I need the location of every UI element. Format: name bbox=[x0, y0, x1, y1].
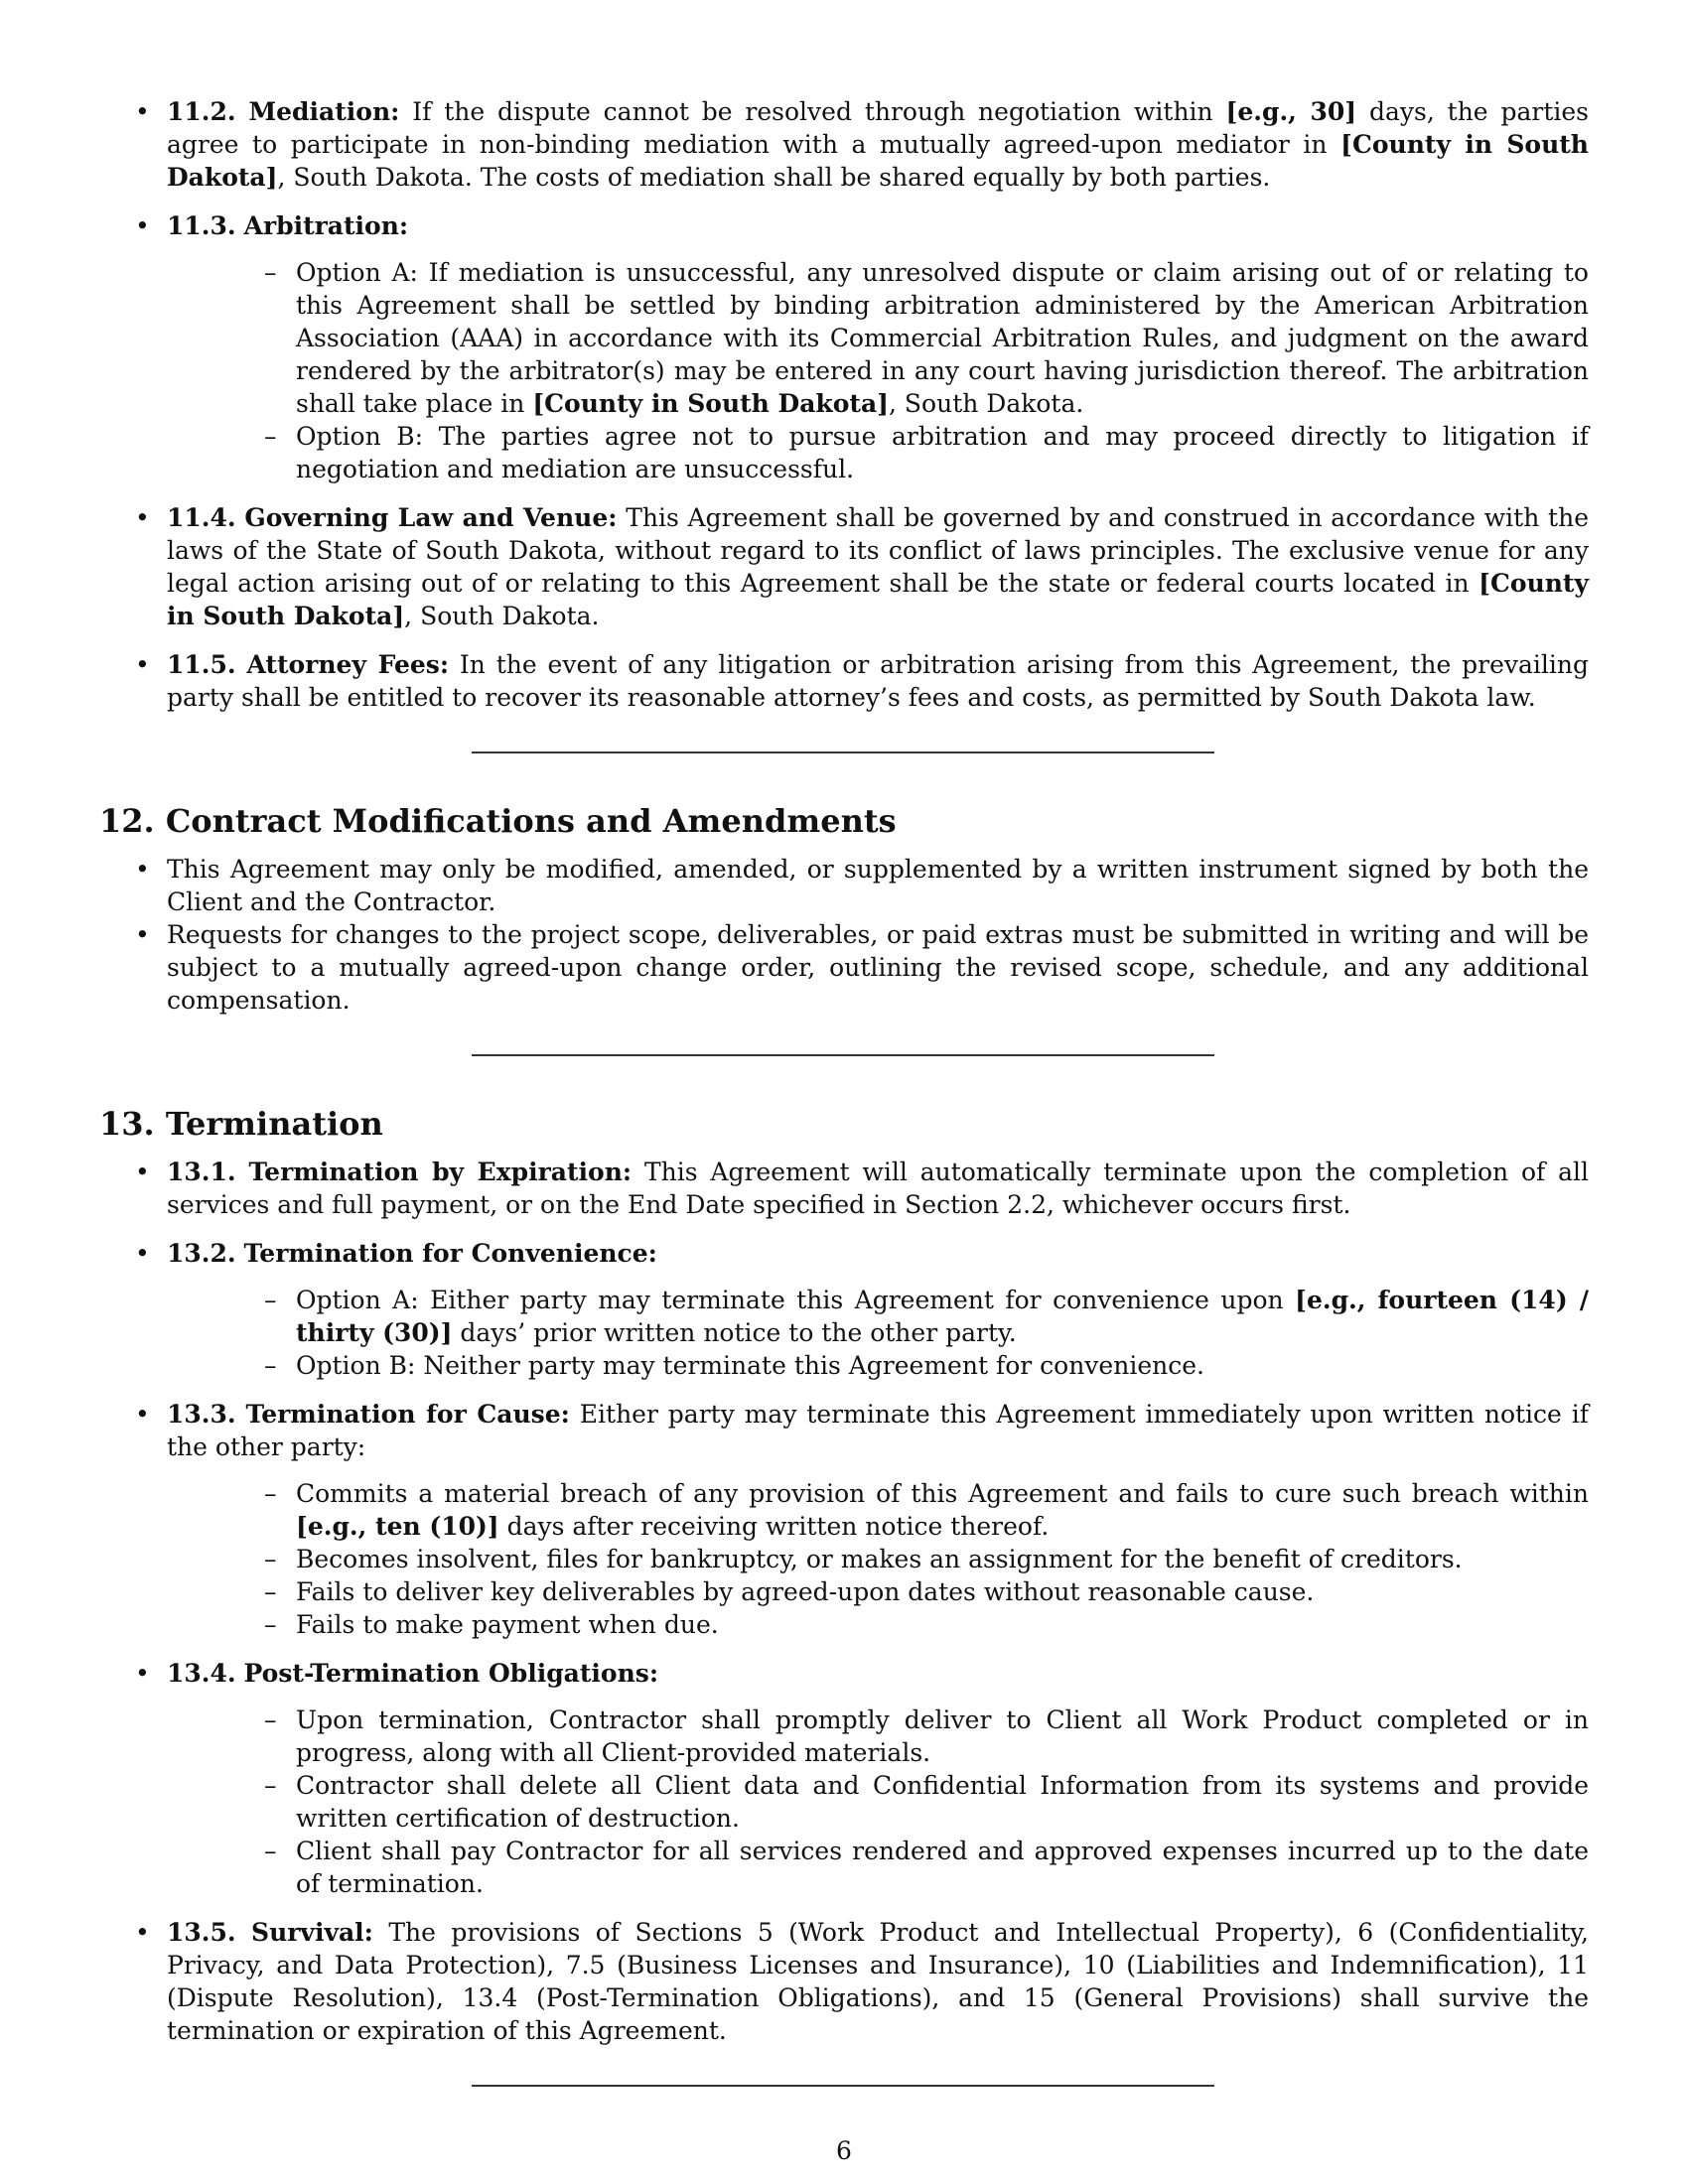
clause-number: 11.5. bbox=[167, 650, 236, 679]
sub-item: – Fails to deliver key deliverables by agreed-upon dates without reasonable cause. bbox=[167, 1575, 1589, 1608]
sub-item: – Contractor shall delete all Client data and Confidential Information from its systems and provide written certification of destruction. bbox=[167, 1769, 1589, 1835]
section-divider bbox=[472, 751, 1214, 753]
clause-text: , South Dakota. bbox=[404, 602, 600, 630]
sub-item-text: Commits a material breach of any provision of this Agreement and fails to cure such breach within bbox=[296, 1479, 1589, 1508]
placeholder-text: [e.g., ten (10)] bbox=[296, 1512, 499, 1541]
clause-heading: Post-Termination Obligations: bbox=[243, 1659, 659, 1688]
clause-13-4 bbox=[99, 1657, 1589, 1900]
sub-item bbox=[167, 1477, 1589, 1543]
placeholder-text: [County in South Dakota] bbox=[532, 389, 890, 418]
clause-13-2 bbox=[99, 1237, 1589, 1382]
sub-item-text: days’ prior written notice to the other party. bbox=[452, 1318, 1017, 1347]
sub-list bbox=[167, 1477, 1589, 1641]
sub-list bbox=[167, 1704, 1589, 1900]
section-divider bbox=[472, 1054, 1214, 1056]
clause-heading: Arbitration: bbox=[243, 211, 409, 240]
clause-heading: Governing Law and Venue: bbox=[244, 503, 618, 532]
section-heading-12: 12. Contract Modifications and Amendments bbox=[99, 802, 897, 840]
clause-number: 11.3. bbox=[167, 211, 236, 240]
clause-number: 13.5. bbox=[167, 1918, 236, 1947]
section-12-list bbox=[99, 853, 1589, 1017]
clause-text: This Agreement will automatically terminate upon the completion of all services and full payment, or on the End Date specified in Section 2.2, whichever occurs first. bbox=[167, 1158, 1589, 1219]
sub-item-text: Option A: Either party may terminate this Agreement for convenience upon bbox=[296, 1286, 1296, 1314]
sub-item-option-a bbox=[167, 1284, 1589, 1349]
clause-11-3 bbox=[99, 209, 1589, 485]
sub-item-text: days after receiving written notice thereof. bbox=[498, 1512, 1050, 1541]
placeholder-text: [e.g., fourteen (14) / thirty (30)] bbox=[296, 1286, 1590, 1347]
clause-13-1 bbox=[99, 1156, 1589, 1221]
clause-heading: Survival: bbox=[251, 1918, 373, 1947]
clause-text: In the event of any litigation or arbitration arising from this Agreement, the prevailing party shall be entitled to recover its reasonable attorney’s fees and costs, as permitted by South Dakota law. bbox=[167, 650, 1589, 712]
section-13-list bbox=[99, 1156, 1589, 2047]
clause-number: 13.2. bbox=[167, 1239, 236, 1268]
sub-item-text: Option A: If mediation is unsuccessful, any unresolved dispute or claim arising out of or relating to this Agreement shall be settled by binding arbitration administered by the American Arbitration Association (AAA) in accordance with its Commercial Arbitration Rules, and judgment on the award rendered by the arbitrator(s) may be entered in any court having jurisdiction thereof. The arbitration shall take place in bbox=[296, 258, 1589, 418]
clause-number: 11.2. bbox=[167, 97, 236, 126]
sub-item: – Fails to make payment when due. bbox=[167, 1608, 1589, 1641]
clause-number: 13.1. bbox=[167, 1158, 236, 1186]
sub-item-option-b: – Option B: Neither party may terminate this Agreement for convenience. bbox=[167, 1349, 1589, 1382]
placeholder-text: [e.g., 30] bbox=[1225, 97, 1357, 126]
sub-list bbox=[167, 256, 1589, 485]
placeholder-text: [County in South Dakota] bbox=[167, 130, 1589, 192]
clause-11-5 bbox=[99, 648, 1589, 714]
clause-text: Either party may terminate this Agreement immediately upon written notice if the other party: bbox=[167, 1400, 1589, 1461]
clause-11-2 bbox=[99, 95, 1589, 194]
clause-heading: Mediation: bbox=[248, 97, 400, 126]
clause-heading: Attorney Fees: bbox=[246, 650, 450, 679]
list-item: • This Agreement may only be modified, amended, or supplemented by a written instrument signed by both the Client and the Contractor. bbox=[99, 853, 1589, 918]
placeholder-text: [County in South Dakota] bbox=[167, 569, 1589, 630]
clause-heading: Termination by Expiration: bbox=[248, 1158, 633, 1186]
clause-heading: Termination for Cause: bbox=[245, 1400, 570, 1429]
clause-13-3 bbox=[99, 1398, 1589, 1641]
sub-item-text: Option B: The parties agree not to pursue arbitration and may proceed directly to litigation if negotiation and mediation are unsuccessful. bbox=[296, 422, 1589, 483]
page-content bbox=[99, 95, 1589, 2087]
clause-heading: Termination for Convenience: bbox=[243, 1239, 657, 1268]
section-divider bbox=[472, 2085, 1214, 2087]
sub-item: – Client shall pay Contractor for all services rendered and approved expenses incurred up to the date of termination. bbox=[167, 1835, 1589, 1900]
clause-number: 13.3. bbox=[167, 1400, 236, 1429]
clause-number: 11.4. bbox=[167, 503, 236, 532]
sub-item-option-a bbox=[167, 256, 1589, 420]
clause-text: , South Dakota. The costs of mediation shall be shared equally by both parties. bbox=[277, 163, 1271, 192]
clause-text: If the dispute cannot be resolved through negotiation within bbox=[399, 97, 1226, 126]
page-number: 6 bbox=[836, 2136, 852, 2165]
sub-item: – Upon termination, Contractor shall promptly deliver to Client all Work Product completed or in progress, along with all Client-provided materials. bbox=[167, 1704, 1589, 1769]
section-11-list bbox=[99, 95, 1589, 714]
clause-13-5 bbox=[99, 1916, 1589, 2047]
section-heading-13: 13. Termination bbox=[99, 1105, 383, 1143]
clause-number: 13.4. bbox=[167, 1659, 236, 1688]
sub-item: – Becomes insolvent, files for bankruptcy, or makes an assignment for the benefit of creditors. bbox=[167, 1543, 1589, 1575]
list-item: • Requests for changes to the project scope, deliverables, or paid extras must be submitted in writing and will be subject to a mutually agreed-upon change order, outlining the revised scope, schedule, and any additional compensation. bbox=[99, 918, 1589, 1017]
sub-list bbox=[167, 1284, 1589, 1382]
sub-item-option-b bbox=[167, 420, 1589, 485]
clause-text: The provisions of Sections 5 (Work Product and Intellectual Property), 6 (Confidentiality, Privacy, and Data Protection), 7.5 (Business Licenses and Insurance), 10 (Liabilities and Indemnification), 11 (Dispute Resolution), 13.4 (Post-Termination Obligations), and 15 (General Provisions) shall survive the termination or expiration of this Agreement. bbox=[167, 1918, 1589, 2045]
clause-11-4 bbox=[99, 501, 1589, 632]
clause-text: This Agreement shall be governed by and construed in accordance with the laws of the State of South Dakota, without regard to its conflict of laws principles. The exclusive venue for any legal action arising out of or relating to this Agreement shall be the state or federal courts located in bbox=[167, 503, 1589, 598]
sub-item-text: , South Dakota. bbox=[889, 389, 1084, 418]
clause-text: days, the parties agree to participate in non-binding mediation with a mutually agreed-upon mediator in bbox=[167, 97, 1589, 159]
